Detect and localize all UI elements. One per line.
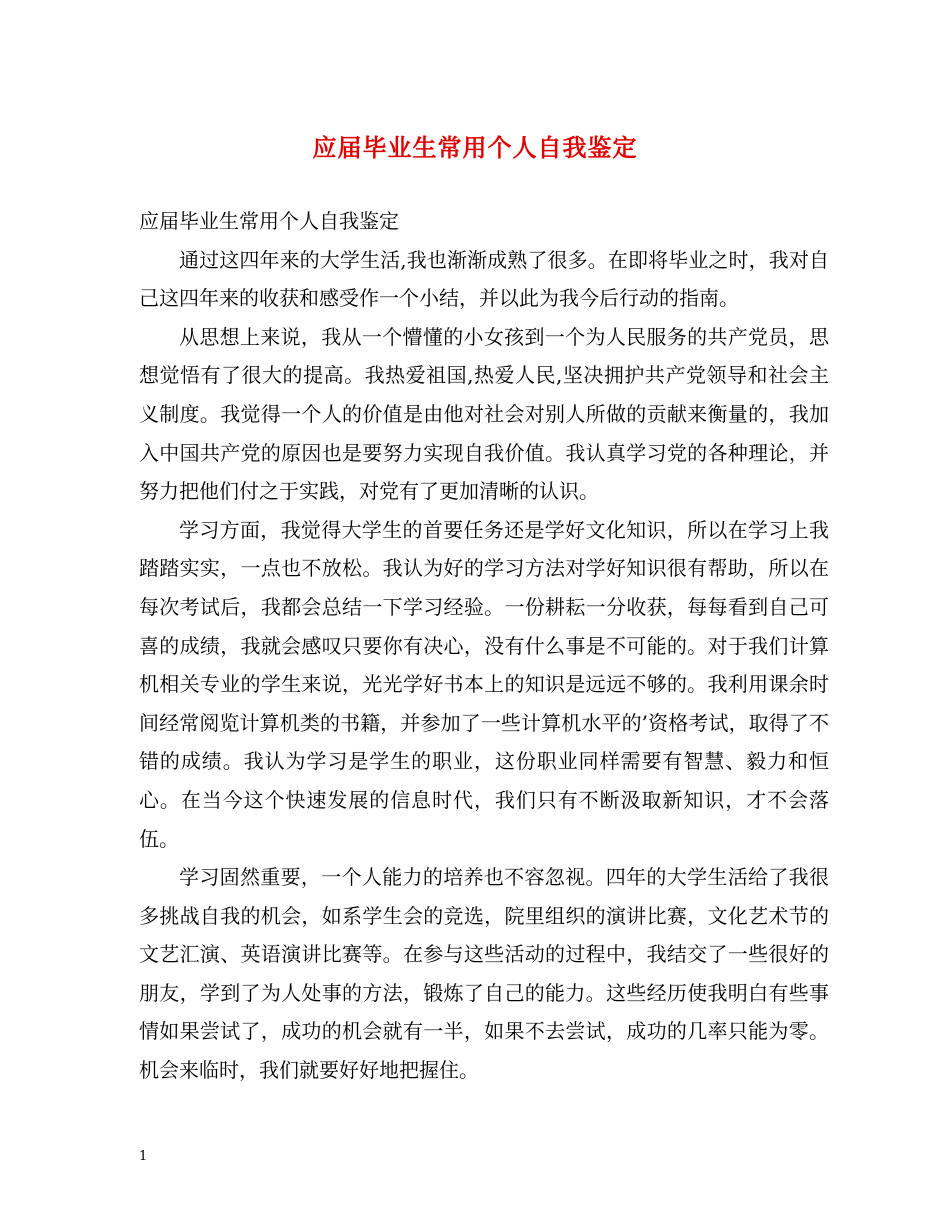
paragraph-intro: 通过这四年来的大学生活,我也渐渐成熟了很多。在即将毕业之时，我对自己这四年来的收获和感受作一个小结，并以此为我今后行动的指南。 [139,247,829,311]
paragraph-ability: 学习固然重要，一个人能力的培养也不容忽视。四年的大学生活给了我很多挑战自我的机会，如系学生会的竞选，院里组织的演讲比赛，文化艺术节的文艺汇演、英语演讲比赛等。在参与这些活动的过程中，我结交了一些很好的朋友，学到了为人处事的方法，锻炼了自己的能力。这些经历使我明白有些事情如果尝试了，成功的机会就有一半，如果不去尝试，成功的几率只能为零。机会来临时，我们就要好好地把握住。 [139,865,829,1083]
paragraph-ideology: 从思想上来说，我从一个懵懂的小女孩到一个为人民服务的共产党员，思想觉悟有了很大的提高。我热爱祖国,热爱人民,坚决拥护共产党领导和社会主义制度。我觉得一个人的价值是由他对社会对别人所做的贡献来衡量的，我加入中国共产党的原因也是要努力实现自我价值。我认真学习党的各种理论，并努力把他们付之于实践，对党有了更加清晰的认识。 [139,324,829,504]
document-body [139,202,829,1090]
paragraph-study: 学习方面，我觉得大学生的首要任务还是学好文化知识，所以在学习上我踏踏实实，一点也不放松。我认为好的学习方法对学好知识很有帮助，所以在每次考试后，我都会总结一下学习经验。一份耕耘一分收获，每每看到自己可喜的成绩，我就会感叹只要你有决心，没有什么事是不可能的。对于我们计算机相关专业的学生来说，光光学好书本上的知识是远远不够的。我利用课余时间经常阅览计算机类的书籍，并参加了一些计算机水平的’资格考试，取得了不错的成绩。我认为学习是学生的职业，这份职业同样需要有智慧、毅力和恒心。在当今这个快速发展的信息时代，我们只有不断汲取新知识，才不会落伍。 [139,517,829,851]
document-title: 应届毕业生常用个人自我鉴定 [312,133,638,162]
document-subtitle: 应届毕业生常用个人自我鉴定 [139,209,399,233]
page-number: 1 [139,1149,148,1164]
